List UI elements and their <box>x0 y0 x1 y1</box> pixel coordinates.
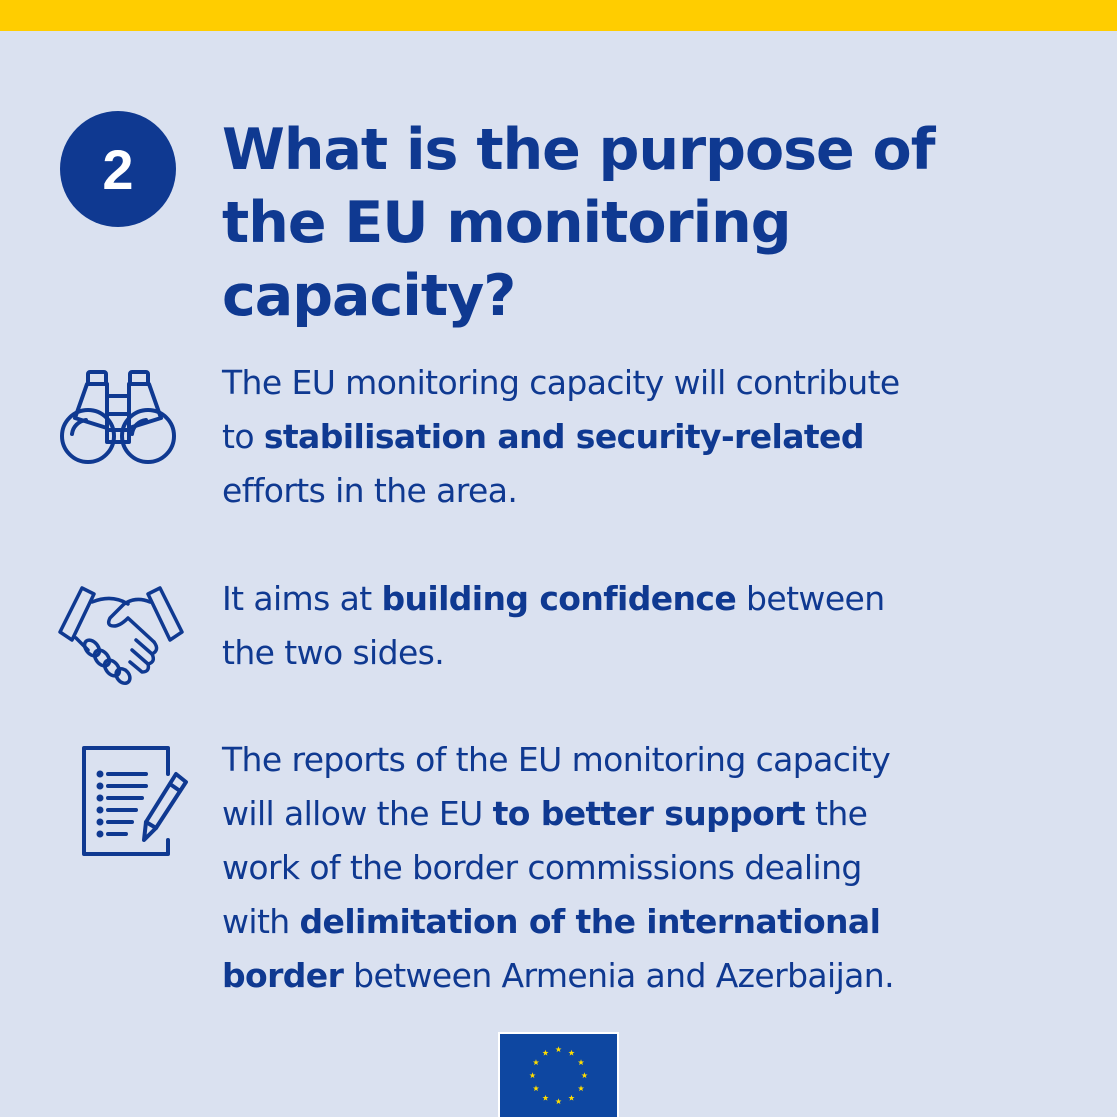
binoculars-icon <box>58 368 178 472</box>
title-line-3: capacity? <box>222 263 516 329</box>
info-text-stabilisation <box>222 356 1082 518</box>
text-segment-bold: border <box>222 956 344 995</box>
report-pencil-icon <box>80 744 192 862</box>
text-segment-bold: delimitation of the international <box>299 902 881 941</box>
info-text-border-support <box>222 733 1082 1003</box>
text-segment: will allow the EU <box>222 794 493 833</box>
title-line-1: What is the purpose of <box>222 117 935 183</box>
text-segment: efforts in the area. <box>222 471 518 510</box>
top-accent-bar <box>0 0 1117 31</box>
page-title <box>222 114 1042 333</box>
text-segment-bold: stabilisation and security-related <box>263 417 864 456</box>
step-number-badge <box>60 111 176 227</box>
text-segment: with <box>222 902 300 941</box>
eu-flag-icon <box>498 1032 619 1117</box>
text-segment: the <box>805 794 868 833</box>
step-number: 2 <box>102 137 134 201</box>
text-segment: the two sides. <box>222 633 445 672</box>
text-segment: The EU monitoring capacity will contribute <box>222 363 900 402</box>
text-segment: between Armenia and Azerbaijan. <box>343 956 895 995</box>
handshake-icon <box>54 582 188 690</box>
text-segment-bold: to better support <box>492 794 806 833</box>
title-line-2: the EU monitoring <box>222 190 791 256</box>
text-segment: The reports of the EU monitoring capacity <box>222 740 891 779</box>
text-segment: to <box>222 417 264 456</box>
text-segment: between <box>736 579 885 618</box>
info-text-confidence <box>222 572 1082 680</box>
text-segment: It aims at <box>222 579 382 618</box>
text-segment: work of the border commissions dealing <box>222 848 862 887</box>
text-segment-bold: building confidence <box>381 579 737 618</box>
